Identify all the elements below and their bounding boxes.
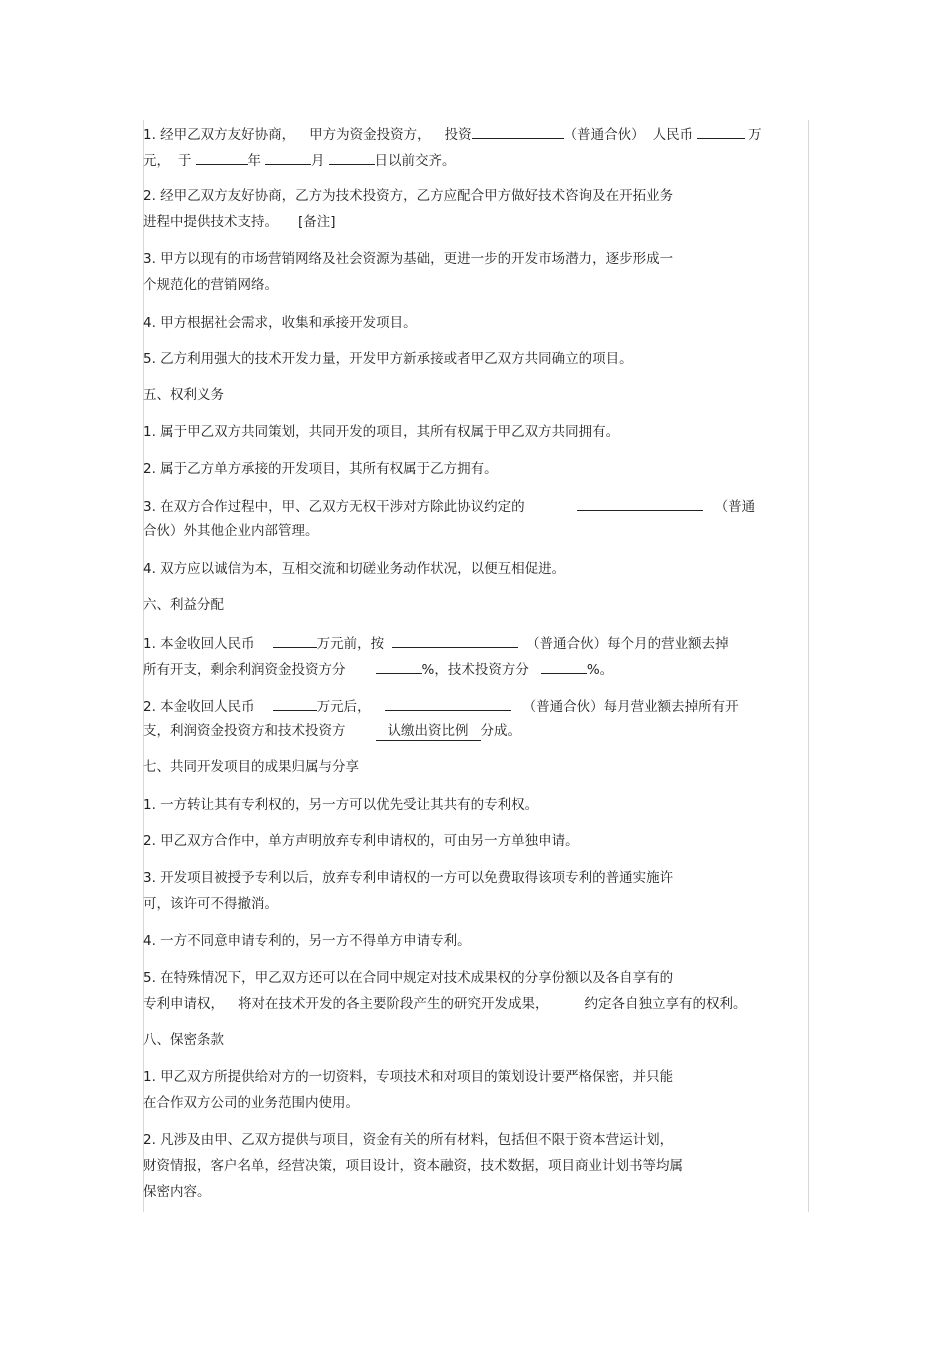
secret-1-line-1: 1. 甲乙双方所提供给对方的一切资料，专项技术和对项目的策划设计要严格保密，并只能 [143,1069,674,1085]
patent-2: 2. 甲乙双方合作中，单方声明放弃专利申请权的，可由另一方单独申请。 [143,833,579,849]
clause-1-line-1 [143,124,762,144]
text: 1. 本金收回人民币 [143,636,255,652]
blank-month[interactable] [265,150,311,165]
blank-year[interactable] [196,150,248,165]
text: （普通合伙）每月营业额去掉所有开 [522,699,739,715]
text: 人民币 [652,127,694,143]
clause-2-line-2 [143,213,336,231]
secret-2-line-3: 保密内容。 [143,1184,211,1200]
clause-3-line-1: 3. 甲方以现有的市场营销网络及社会资源为基础，更进一步的开发市场潜力，逐步形成一 [143,251,674,267]
text: 年 [247,153,261,169]
clause-5: 5. 乙方利用强大的技术开发力量，开发甲方新承接或者甲乙双方共同确立的项目。 [143,351,633,367]
blank-amount[interactable] [273,633,317,648]
section-5-heading: 五、权利义务 [143,387,224,403]
text: 支，利润资金投资方和技术投资方 [143,723,346,739]
text: 万元前，按 [316,636,385,652]
text: 进程中提供技术支持。 [143,214,278,230]
text: 2. 本金收回人民币 [143,699,255,715]
text: 元， [143,153,170,169]
blank-partnership[interactable] [472,124,564,139]
text: 将对在技术开发的各主要阶段产生的研究开发成果， [238,996,549,1012]
blank-percent-tech[interactable] [541,659,587,674]
text: （普通合伙） [563,127,645,143]
text: 万元后， [316,699,371,715]
secret-2-line-1: 2. 凡涉及由甲、乙双方提供与项目，资金有关的所有材料，包括但不限于资本营运计划， [143,1132,674,1148]
rights-1: 1. 属于甲乙双方共同策划，共同开发的项目，其所有权属于甲乙双方共同拥有。 [143,424,620,440]
secret-1-line-2: 在合作双方公司的业务范围内使用。 [143,1095,359,1111]
blank-partnership[interactable] [577,496,703,511]
blank-amount[interactable] [697,124,745,139]
text: 专利申请权， [143,996,224,1012]
secret-2-line-2: 财资情报，客户名单，经营决策，项目设计，资本融资，技术数据，项目商业计划书等均属 [143,1158,683,1174]
patent-3-line-1: 3. 开发项目被授予专利以后，放弃专利申请权的一方可以免费取得该项专利的普通实施许 [143,870,674,886]
text: （普通 [714,499,756,515]
text: 分成。 [480,723,521,739]
text: 月 [311,153,325,169]
patent-4: 4. 一方不同意申请专利的，另一方不得单方申请专利。 [143,933,471,949]
rights-2: 2. 属于乙方单方承接的开发项目，其所有权属于乙方拥有。 [143,461,498,477]
section-7-heading: 七、共同开发项目的成果归属与分享 [143,759,359,775]
clause-4: 4. 甲方根据社会需求，收集和承接开发项目。 [143,315,417,331]
clause-3-line-2: 个规范化的营销网络。 [143,277,278,293]
clause-2-line-1: 2. 经甲乙双方友好协商，乙方为技术投资方，乙方应配合甲方做好技术咨询及在开拓业务 [143,188,674,204]
text: 万 [748,127,762,143]
text: 1. 经甲乙双方友好协商， [143,127,296,143]
text: %，技术投资方分 [421,662,529,678]
profit-2-line-1 [143,696,739,716]
text: 约定各自独立享有的权利。 [584,996,747,1012]
rights-4: 4. 双方应以诚信为本，互相交流和切磋业务动作状况，以便互相促进。 [143,561,566,577]
text: 甲方为资金投资方， [309,127,431,143]
patent-1: 1. 一方转让其有专利权的，另一方可以优先受让其共有的专利权。 [143,797,539,813]
text: 投资 [444,127,472,143]
text: 日以前交齐。 [374,153,456,169]
text: 所有开支，剩余利润资金投资方分 [143,662,346,678]
rights-3-line-1 [143,496,755,516]
blank-partnership[interactable] [392,633,518,648]
text: （普通合伙）每个月的营业额去掉 [526,636,729,652]
section-6-heading: 六、利益分配 [143,597,224,613]
rights-3-line-2: 合伙）外其他企业内部管理。 [143,523,319,539]
text: 于 [178,153,192,169]
blank-percent-capital[interactable] [376,659,422,674]
profit-1-line-1 [143,633,729,653]
blank-amount[interactable] [273,696,317,711]
note-marker: [备注] [298,214,336,230]
section-8-heading: 八、保密条款 [143,1032,224,1048]
blank-day[interactable] [329,150,375,165]
clause-1-line-2 [143,150,456,170]
text: 3. 在双方合作过程中，甲、乙双方无权干涉对方除此协议约定的 [143,499,525,515]
profit-2-line-2 [143,722,521,741]
blank-partnership[interactable] [385,696,511,711]
patent-5-line-1: 5. 在特殊情况下，甲乙双方还可以在合同中规定对技术成果权的分享份额以及各自享有的 [143,970,674,986]
profit-1-line-2 [143,659,613,679]
filled-ratio: 认缴出资比例 [376,722,481,741]
patent-5-line-2 [143,995,747,1013]
patent-3-line-2: 可，该许可不得撤消。 [143,896,278,912]
text: %。 [586,662,614,678]
